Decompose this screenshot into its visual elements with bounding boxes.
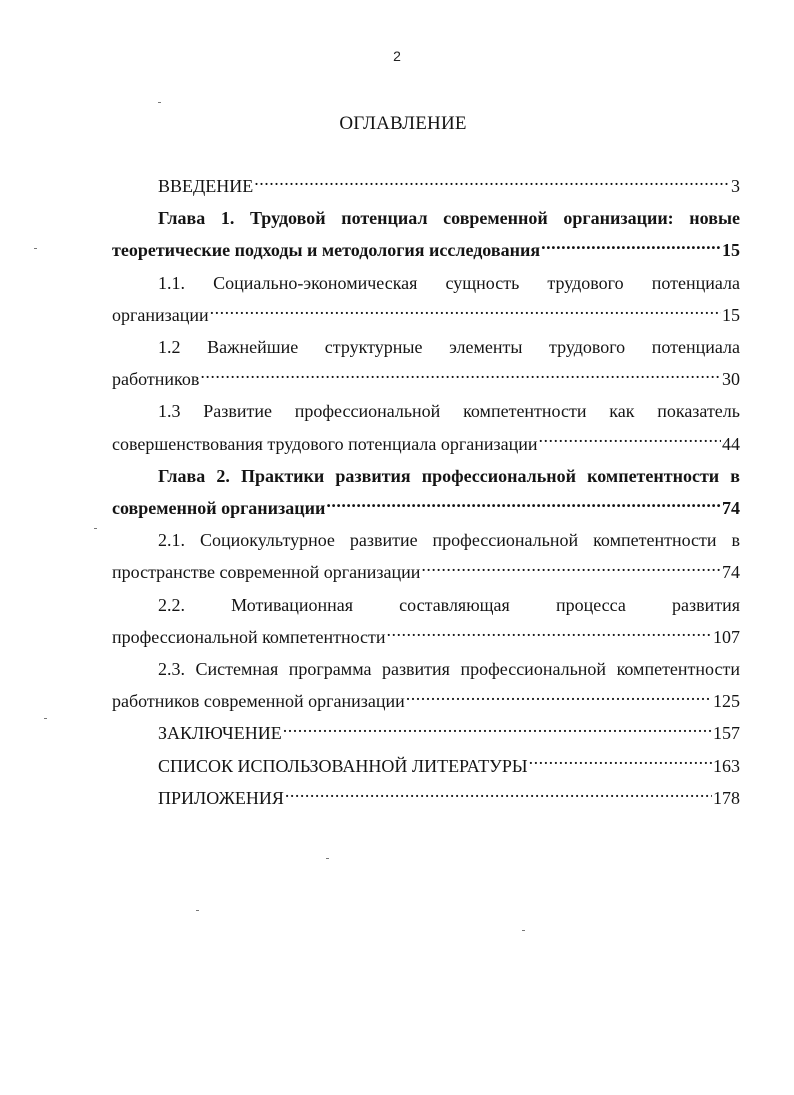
toc-entry-label: современной организации — [112, 498, 326, 519]
toc-page-number: 125 — [713, 691, 740, 712]
toc-entry-heading: 1.2 Важнейшие структурные элементы трудового потенциала — [158, 337, 740, 358]
table-of-contents — [112, 170, 740, 814]
scan-speck — [94, 528, 97, 529]
toc-entry-label: ВВЕДЕНИЕ — [158, 176, 254, 196]
toc-entry-heading: Глава 2. Практики развития профессиональной компетентности в — [158, 465, 740, 486]
leader-dots — [541, 238, 721, 256]
toc-entry-section-1-3[interactable] — [112, 395, 740, 459]
leader-dots — [387, 625, 712, 643]
toc-entry-heading: 2.1. Социокультурное развитие профессиональной компетентности в — [158, 530, 740, 551]
toc-page-number: 15 — [722, 304, 740, 325]
toc-entry-label: ПРИЛОЖЕНИЯ — [158, 787, 284, 808]
toc-entry-section-2-1[interactable] — [112, 524, 740, 588]
toc-entry-label: работников современной организации — [112, 691, 405, 712]
scan-speck — [326, 858, 329, 859]
toc-page-number: 74 — [722, 498, 740, 519]
scan-speck — [158, 102, 161, 103]
toc-entry-heading: 2.2. Мотивационная составляющая процесса развития — [158, 594, 740, 615]
toc-entry-chapter-1[interactable] — [112, 202, 740, 266]
page-title: ОГЛАВЛЕНИЕ — [339, 113, 467, 134]
toc-page-number: 30 — [722, 369, 740, 390]
toc-entry-conclusion[interactable] — [112, 717, 740, 749]
leader-dots — [200, 367, 721, 385]
toc-entry-heading: 1.3 Развитие профессиональной компетентности как показатель — [158, 401, 740, 422]
toc-entry-label: теоретические подходы и методология исследования — [112, 240, 541, 261]
leader-dots — [210, 303, 721, 321]
toc-entry-chapter-2[interactable] — [112, 460, 740, 524]
leader-dots — [406, 689, 712, 707]
scan-speck — [196, 910, 199, 911]
toc-entry-label: пространстве современной организации — [112, 562, 421, 583]
toc-entry-introduction[interactable] — [112, 170, 740, 202]
toc-entry-label: работников — [112, 369, 200, 390]
toc-entry-heading: 1.1. Социально-экономическая сущность трудового потенциала — [158, 272, 740, 293]
toc-entry-label: СПИСОК ИСПОЛЬЗОВАННОЙ ЛИТЕРАТУРЫ — [158, 755, 528, 776]
scan-speck — [44, 718, 47, 719]
toc-page-number: 15 — [722, 240, 740, 261]
toc-entry-label: ЗАКЛЮЧЕНИЕ — [158, 723, 282, 744]
leader-dots — [529, 754, 712, 772]
leader-dots — [538, 432, 721, 450]
toc-entry-label: совершенствования трудового потенциала организации — [112, 433, 538, 454]
toc-entry-heading: Глава 1. Трудовой потенциал современной организации: новые — [158, 208, 740, 229]
leader-dots — [254, 174, 730, 192]
scan-speck — [522, 930, 525, 931]
toc-page-number: 3 — [731, 176, 740, 196]
toc-entry-section-2-2[interactable] — [112, 589, 740, 653]
toc-page-number: 163 — [713, 755, 740, 776]
toc-page-number: 157 — [713, 723, 740, 744]
toc-entry-section-1-1[interactable] — [112, 267, 740, 331]
toc-entry-label: профессиональной компетентности — [112, 626, 386, 647]
leader-dots — [326, 496, 721, 514]
toc-page-number: 44 — [722, 433, 740, 454]
toc-page-number: 74 — [722, 562, 740, 583]
toc-page-number: 107 — [713, 626, 740, 647]
toc-entry-references[interactable] — [112, 750, 740, 782]
leader-dots — [285, 786, 712, 804]
leader-dots — [283, 721, 712, 739]
toc-entry-heading: 2.3. Системная программа развития профессиональной компетентности — [158, 659, 740, 680]
toc-entry-appendices[interactable] — [112, 782, 740, 814]
toc-entry-section-1-2[interactable] — [112, 331, 740, 395]
page-number: 2 — [393, 48, 401, 64]
toc-page-number: 178 — [713, 787, 740, 808]
toc-entry-section-2-3[interactable] — [112, 653, 740, 717]
leader-dots — [421, 560, 721, 578]
toc-entry-label: организации — [112, 304, 209, 325]
scan-speck — [34, 248, 37, 249]
